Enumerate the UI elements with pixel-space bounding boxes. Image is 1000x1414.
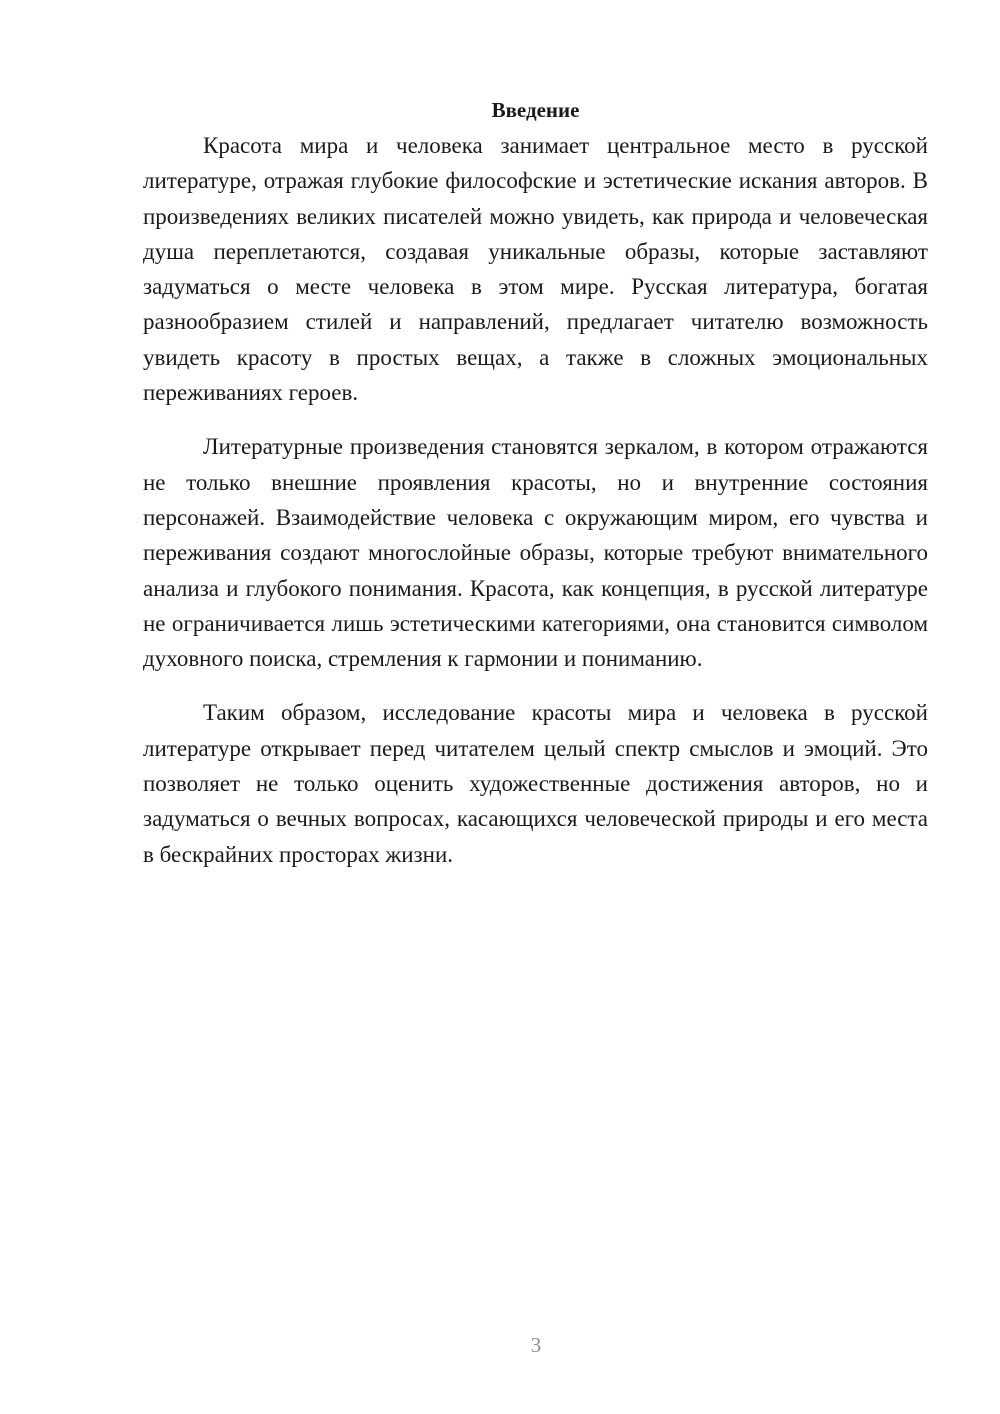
section-heading: Введение [491, 98, 580, 122]
page-number: 3 [530, 1333, 542, 1357]
page-content [143, 92, 928, 872]
paragraph-3: Таким образом, исследование красоты мира и человека в русской литературе открывает перед читателем целый спектр смыслов и эмоций. Это позволяет не только оценить художественные достижения авторов, но и задуматься о вечных вопросах, касающихся человеческой природы и его места в бескрайних просторах жизни. [143, 700, 928, 867]
paragraph-1: Красота мира и человека занимает центральное место в русской литературе, отражая глубокие философские и эстетические искания авторов. В произведениях великих писателей можно увидеть, как природа и человеческая душа переплетаются, создавая уникальные образы, которые заставляют задуматься о месте человека в этом мире. Русская литература, богатая разнообразием стилей и направлений, предлагает читателю возможность увидеть красоту в простых вещах, а также в сложных эмоциональных переживаниях героев. [143, 133, 928, 406]
paragraph-2: Литературные произведения становятся зеркалом, в котором отражаются не только внешние проявления красоты, но и внутренние состояния персонажей. Взаимодействие человека с окружающим миром, его чувства и переживания создают многослойные образы, которые требуют внимательного анализа и глубокого понимания. Красота, как концепция, в русской литературе не ограничивается лишь эстетическими категориями, она становится символом духовного поиска, стремления к гармонии и пониманию. [143, 434, 928, 672]
